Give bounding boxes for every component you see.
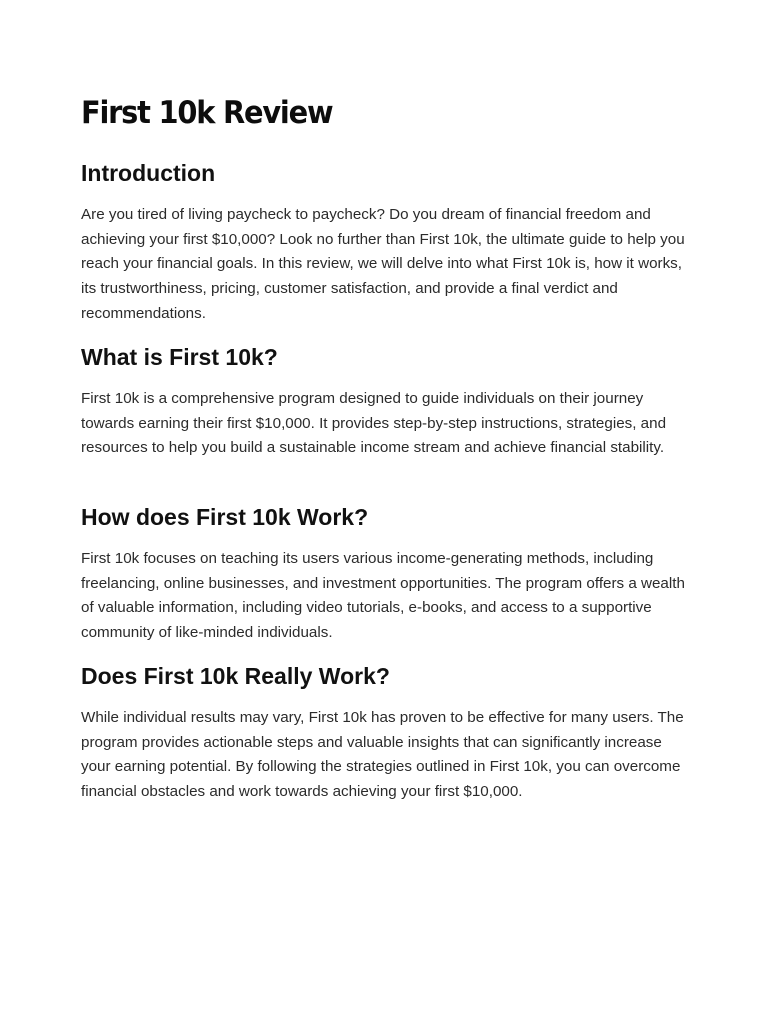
section-body: While individual results may vary, First 10k has proven to be effective for many users. The program provides actionable steps and valuable insights that can significantly increase your earning potential. By following the strategies outlined in First 10k, you can overcome financial obstacles and work towards achieving your first $10,000. [81, 709, 684, 801]
section-how-it-works [81, 502, 691, 646]
section-does-it-work [81, 661, 691, 805]
section-body: First 10k is a comprehensive program designed to guide individuals on their journey towards earning their first $10,000. It provides step-by-step instructions, strategies, and resources to help you build a sustainable income stream and achieve financial stability. [81, 390, 667, 457]
section-heading: Introduction [81, 160, 216, 186]
section-body: Are you tired of living paycheck to paycheck? Do you dream of financial freedom and achieving your first $10,000? Look no further than First 10k, the ultimate guide to help you reach your financial goals. In this review, we will delve into what First 10k is, how it works, its trustworthiness, pricing, customer satisfaction, and provide a final verdict and recommendations. [81, 206, 685, 322]
section-heading: How does First 10k Work? [81, 504, 369, 530]
section-introduction [81, 158, 691, 327]
section-what-is [81, 342, 691, 461]
section-heading: What is First 10k? [81, 344, 278, 370]
section-body: First 10k focuses on teaching its users various income-generating methods, including freelancing, online businesses, and investment opportunities. The program offers a wealth of valuable information, including video tutorials, e-books, and access to a supportive community of like-minded individuals. [81, 550, 685, 642]
page-title: First 10k Review [81, 95, 333, 131]
section-heading: Does First 10k Really Work? [81, 663, 390, 689]
